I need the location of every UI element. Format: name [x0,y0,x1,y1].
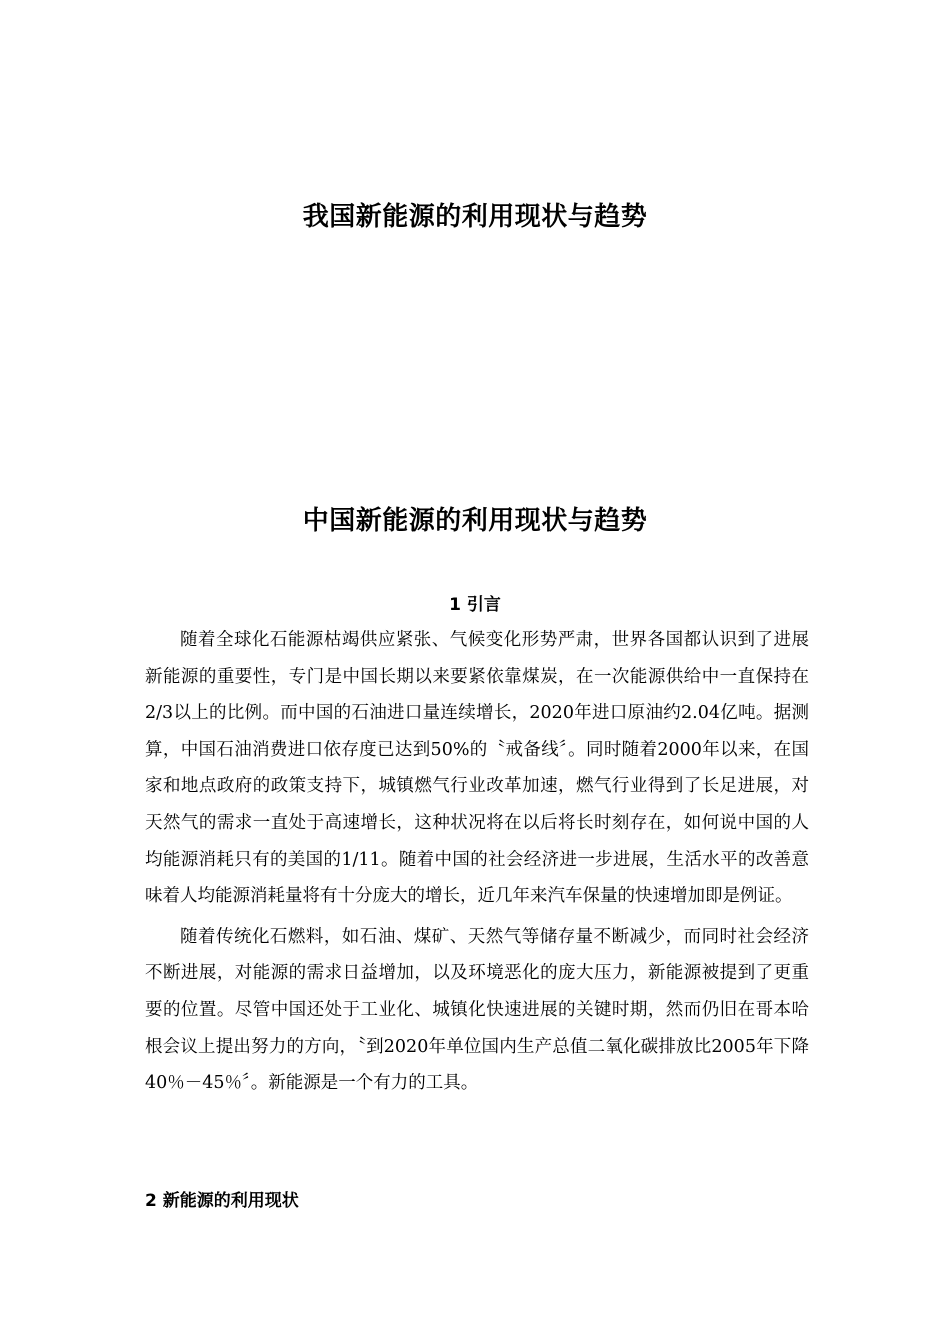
introduction-body [145,622,809,1106]
document-title: 我国新能源的利用现状与趋势 [302,202,648,232]
article-title: 中国新能源的利用现状与趋势 [302,506,648,536]
paragraph: 随着全球化石能源枯竭供应紧张、气候变化形势严肃，世界各国都认识到了进展新能源的重要性，专门是中国长期以来要紧依靠煤炭，在一次能源供给中一直保持在2/3以上的比例。而中国的石油进口量连续增长，2020年进口原油约2.04亿吨。据测算，中国石油消费进口依存度已达到50%的〝戒备线〞。同时随着2000年以来，在国家和地点政府的政策支持下，城镇燃气行业改革加速，燃气行业得到了长足进展，对天然气的需求一直处于高速增长，这种状况将在以后将长时刻存在，如何说中国的人均能源消耗只有的美国的1/11。随着中国的社会经济进一步进展，生活水平的改善意味着人均能源消耗量将有十分庞大的增长，近几年来汽车保量的快速增加即是例证。 [145,630,809,907]
paragraph: 随着传统化石燃料，如石油、煤矿、天然气等储存量不断减少，而同时社会经济不断进展，对能源的需求日益增加，以及环境恶化的庞大压力，新能源被提到了更重要的位置。尽管中国还处于工业化、城镇化快速进展的关键时期，然而仍旧在哥本哈根会议上提出努力的方向，〝到2020年单位国内生产总值二氧化碳排放比2005年下降40％－45％〞。新能源是一个有力的工具。 [145,926,809,1094]
section-heading-current-status: 2 新能源的利用现状 [145,1191,299,1211]
section-heading-introduction: 1 引言 [449,595,501,615]
